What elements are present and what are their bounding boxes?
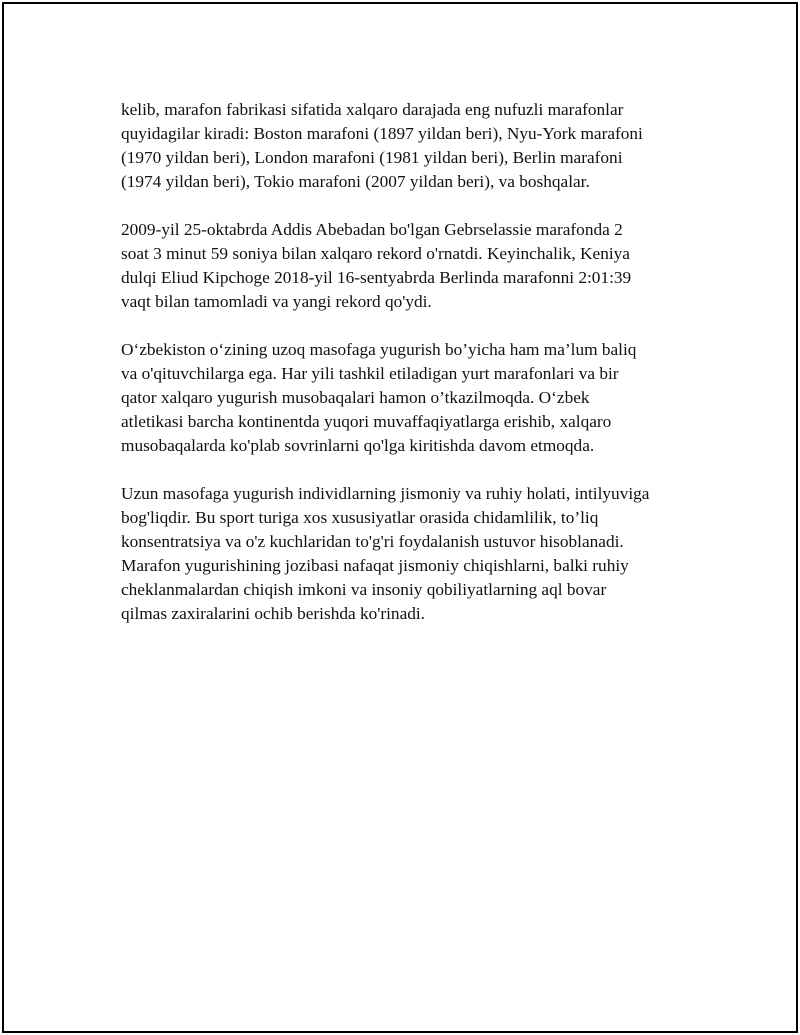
text-line: cheklanmalardan chiqish imkoni va insoniy qobiliyatlarning aql bovar (121, 580, 607, 599)
paragraph-uzbekistan (121, 338, 701, 458)
text-line: konsentratsiya va o'z kuchlaridan to'g'ri foydalanish ustuvor hisoblanadi. (121, 532, 624, 551)
text-line: 2009-yil 25-oktabrda Addis Abebadan bo'lgan Gebrselassie marafonda 2 (121, 220, 623, 239)
text-line: Uzun masofaga yugurish individlarning jismoniy va ruhiy holati, intilyuviga (121, 484, 650, 503)
text-line: quyidagilar kiradi: Boston marafoni (1897 yildan beri), Nyu-York marafoni (121, 124, 643, 143)
document-body (121, 98, 701, 650)
text-line: (1970 yildan beri), London marafoni (1981 yildan beri), Berlin marafoni (121, 148, 623, 167)
paragraph-records (121, 218, 701, 314)
text-line: dulqi Eliud Kipchoge 2018-yil 16-sentyabrda Berlinda marafonni 2:01:39 (121, 268, 632, 287)
text-line: Marafon yugurishining jozibasi nafaqat jismoniy chiqishlarni, balki ruhiy (121, 556, 629, 575)
text-line: kelib, marafon fabrikasi sifatida xalqaro darajada eng nufuzli marafonlar (121, 100, 624, 119)
paragraph-marathons (121, 98, 701, 194)
text-line: qator xalqaro yugurish musobaqalari hamon o’tkazilmoqda. O‘zbek (121, 388, 590, 407)
text-line: bog'liqdir. Bu sport turiga xos xususiyatlar orasida chidamlilik, to’liq (121, 508, 599, 527)
text-line: soat 3 minut 59 soniya bilan xalqaro rekord o'rnatdi. Keyinchalik, Keniya (121, 244, 630, 263)
paragraph-endurance (121, 482, 701, 626)
page-frame (2, 2, 798, 1033)
text-line: O‘zbekiston o‘zining uzoq masofaga yugurish bo’yicha ham ma’lum baliq (121, 340, 637, 359)
text-line: (1974 yildan beri), Tokio marafoni (2007 yildan beri), va boshqalar. (121, 172, 590, 191)
text-line: qilmas zaxiralarini ochib berishda ko'rinadi. (121, 604, 425, 623)
text-line: atletikasi barcha kontinentda yuqori muvaffaqiyatlarga erishib, xalqaro (121, 412, 612, 431)
text-line: vaqt bilan tamomladi va yangi rekord qo'ydi. (121, 292, 432, 311)
text-line: musobaqalarda ko'plab sovrinlarni qo'lga kiritishda davom etmoqda. (121, 436, 595, 455)
text-line: va o'qituvchilarga ega. Har yili tashkil etiladigan yurt marafonlari va bir (121, 364, 619, 383)
